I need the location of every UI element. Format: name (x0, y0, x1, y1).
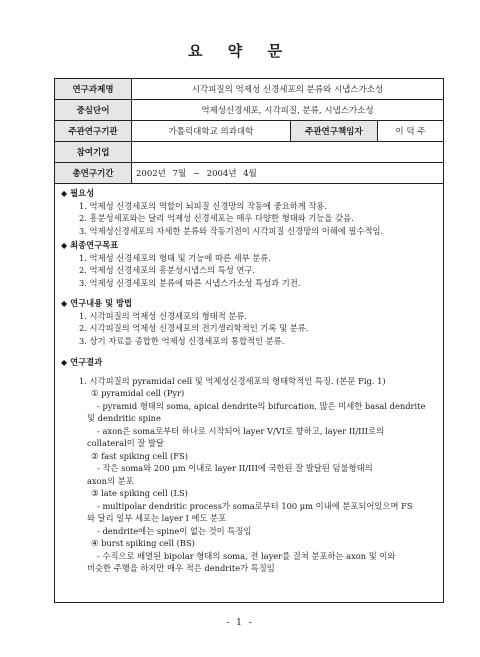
section-necessity (61, 187, 437, 237)
list-item: 2. 시각피질의 억제성 신경세포의 전기생리학적인 기록 및 분류. (79, 323, 309, 333)
result-group-pyramidal (61, 387, 437, 450)
result-line: 및 dendritic spine (87, 413, 161, 423)
participant-value (132, 142, 444, 163)
result-line: collateral이 잘 발달 (87, 438, 165, 448)
participant-label: 참여기업 (55, 142, 132, 163)
section-heading: ◆ 필요성 (61, 188, 95, 198)
list-item: 3. 억제성 신경세포의 분류에 따른 시냅스가소성 특성과 기전. (79, 277, 301, 288)
result-line: - multipolar dendritic process가 soma로부터 100 μm 이내에 분포되어있으며 FS (97, 500, 413, 511)
section-heading: ◆ 연구내용 및 방법 (61, 298, 133, 308)
page-number: - 1 - (226, 618, 254, 628)
list-item: 1. 시각피질의 억제성 신경세포의 형태적 분류. (79, 310, 248, 321)
result-group-label: ④ burst spiking cell (BS) (91, 538, 195, 548)
section-goals (61, 239, 437, 289)
list-item: 3. 억제성신경세포의 자세한 분류와 작동기전이 시각피질 신경망의 이해에 필수적임. (79, 225, 384, 236)
project-label: 연구과제명 (55, 79, 132, 100)
info-row-keywords (55, 100, 444, 121)
section-methods (61, 297, 437, 347)
result-group-bs (61, 537, 437, 575)
result-line: - 작은 soma와 200 μm 이내로 layer II/III에 국한된 잘 발달된 덤불형태의 (97, 463, 373, 473)
info-row-participant (55, 142, 444, 163)
result-line: - 수직으로 배열된 bipolar 형태의 soma, 전 layer를 걸쳐 분포하는 axon 및 이와 (97, 550, 396, 561)
result-line: - axon은 soma로부터 하나로 시작되어 layer V/VI로 향하고, layer II/III로의 (97, 425, 385, 436)
result-group-label: ② fast spiking cell (FS) (91, 450, 188, 461)
diamond-bullet-icon: ◆ (61, 188, 68, 198)
result-group-label: ① pyramidal cell (Pyr) (91, 388, 185, 398)
result-group-label: ③ late spiking cell (LS) (91, 488, 188, 498)
list-item: 1. 억제성 신경세포의 역할이 뇌피질 신경망의 작동에 중요하게 작용. (79, 200, 328, 211)
keywords-value: 억제성신경세포, 시각피질, 분류, 시냅스가소성 (132, 100, 444, 121)
info-row-period (55, 163, 444, 184)
result-line: - dendrite에는 spine이 없는 것이 특징임 (97, 525, 252, 536)
results-intro: 1. 시각피질의 pyramidal cell 및 억제성신경세포의 형태학적인 특징. (본문 Fig. 1) (79, 375, 386, 386)
pi-value: 이 덕 주 (377, 121, 443, 142)
period-label: 총연구기간 (55, 163, 132, 184)
list-item: 2. 억제성 신경세포의 흥분성시냅스의 특성 연구. (79, 265, 256, 275)
info-row-institution (55, 121, 444, 142)
result-group-ls (61, 487, 437, 537)
info-table (54, 78, 444, 184)
info-row-project (55, 79, 444, 100)
institution-value: 가톨릭대학교 의과대학 (132, 121, 291, 142)
list-item: 1. 억제성 신경세포의 형태 및 기능에 따른 세부 분류. (79, 252, 271, 263)
diamond-bullet-icon: ◆ (61, 298, 68, 308)
pi-label: 주관연구책임자 (290, 121, 377, 142)
period-value: 2002년 7월 ~ 2004년 4월 (132, 163, 444, 184)
result-line: axon의 분포 (87, 475, 134, 486)
document-title: 요 약 문 (188, 42, 292, 60)
list-item: 3. 상기 자료를 종합한 억제성 신경세포의 통합적인 분류. (79, 335, 285, 346)
diamond-bullet-icon: ◆ (61, 240, 68, 250)
section-results (61, 356, 437, 575)
result-line: 와 달리 일부 세포는 layer I 에도 분포 (87, 513, 227, 523)
keywords-label: 중심단어 (55, 100, 132, 121)
result-line: 비슷한 주행을 하지만 매우 적은 dendrite가 특징임 (87, 563, 275, 573)
project-value: 시각피질의 억제성 신경세포의 분류와 시냅스가소성 (132, 79, 444, 100)
list-item: 2. 흥분성세포와는 달리 억제성 신경세포는 매우 다양한 형태와 기능을 갖음. (79, 213, 354, 223)
result-line: - pyramid 형태의 soma, apical dendrite의 bifurcation, 많은 미세한 basal dendrite (97, 400, 426, 411)
summary-box (54, 183, 444, 603)
diamond-bullet-icon: ◆ (61, 357, 68, 367)
section-heading: ◆ 연구결과 (61, 357, 103, 367)
result-group-fs (61, 450, 437, 488)
section-heading: ◆ 최종연구목표 (61, 240, 119, 250)
institution-label: 주관연구기관 (55, 121, 132, 142)
